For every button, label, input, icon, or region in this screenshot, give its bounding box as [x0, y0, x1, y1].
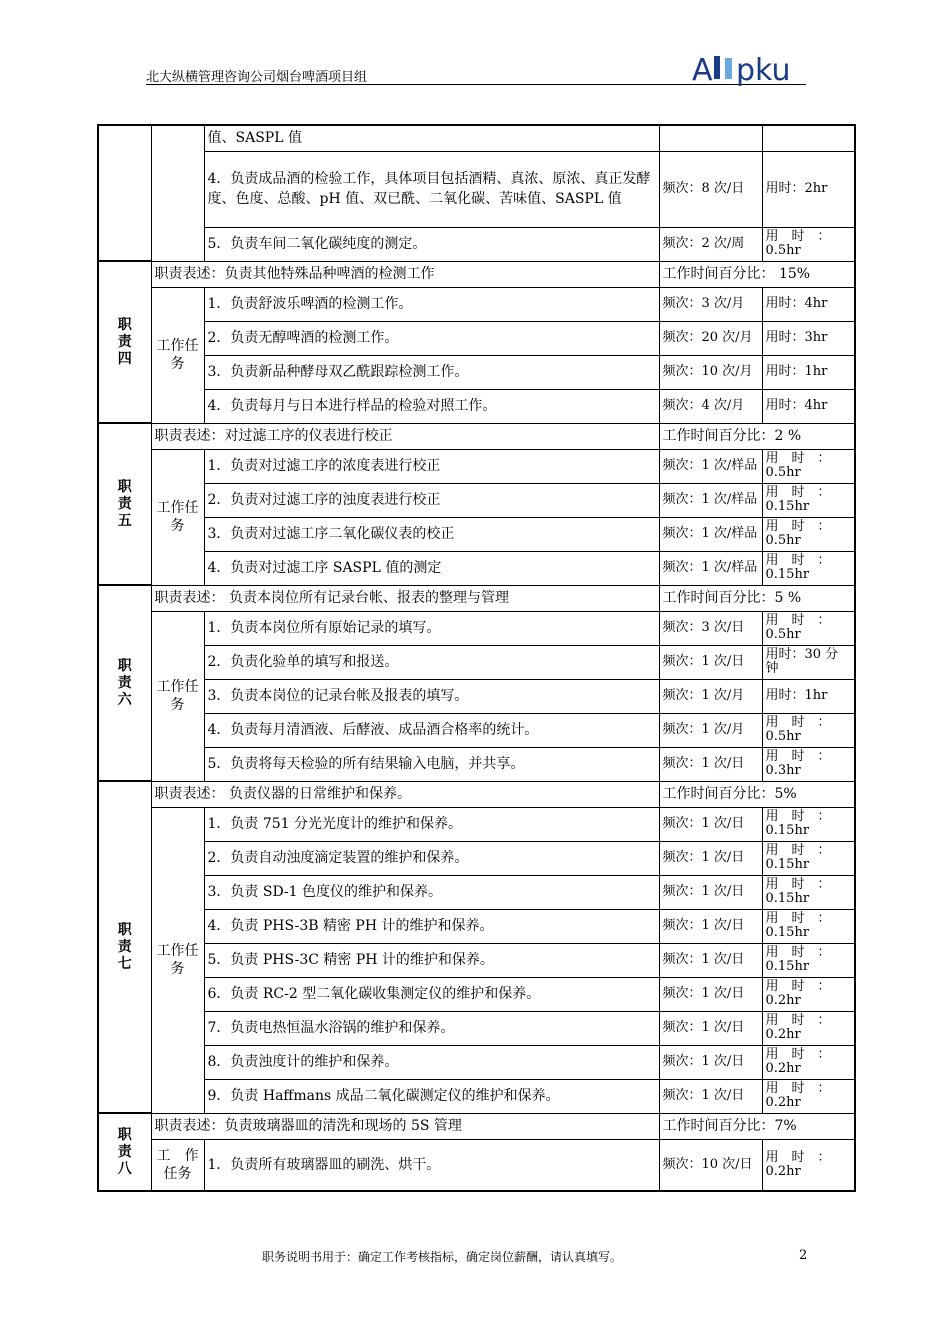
freq-cell: 频次：10 次/日	[659, 1139, 762, 1191]
freq-cell: 频次：3 次/日	[659, 611, 762, 645]
table-row	[98, 449, 855, 483]
table-row	[98, 517, 855, 551]
table-row	[98, 151, 855, 227]
freq-cell: 频次：1 次/月	[659, 679, 762, 713]
time-cell: 用 时 ：0.15hr	[762, 841, 855, 875]
duty-description: 职责表述： 负责本岗位所有记录台帐、报表的整理与管理	[151, 585, 659, 611]
time-cell: 用时：2hr	[762, 151, 855, 227]
duty-label: 职 责 五	[98, 423, 151, 585]
duty-description: 职责表述：对过滤工序的仪表进行校正	[151, 423, 659, 449]
table-row	[98, 747, 855, 781]
task-cell: 8．负责浊度计的维护和保养。	[204, 1045, 659, 1079]
table-row	[98, 909, 855, 943]
time-cell: 用时：3hr	[762, 321, 855, 355]
task-cell: 5．负责将每天检验的所有结果输入电脑，并共享。	[204, 747, 659, 781]
task-cell: 1．负责所有玻璃器皿的刷洗、烘干。	[204, 1139, 659, 1191]
time-cell: 用 时 ：0.5hr	[762, 449, 855, 483]
freq-cell: 频次：1 次/样品	[659, 449, 762, 483]
work-task-label: 工 作任务	[151, 1139, 204, 1191]
work-task-label: 工作任务	[151, 449, 204, 585]
duty-label: 职 责 八	[98, 1113, 151, 1191]
task-cell: 2．负责自动浊度滴定装置的维护和保养。	[204, 841, 659, 875]
time-cell: 用 时 ：0.2hr	[762, 1011, 855, 1045]
task-cell: 4．负责每月与日本进行样品的检验对照工作。	[204, 389, 659, 423]
time-cell: 用 时 ：0.5hr	[762, 713, 855, 747]
time-cell: 用 时 ：0.2hr	[762, 1139, 855, 1191]
duty-desc-row	[98, 423, 855, 449]
table-row	[98, 389, 855, 423]
duty-description: 职责表述：负责其他特殊品种啤酒的检测工作	[151, 261, 659, 287]
table-row	[98, 713, 855, 747]
duty-time-percent: 工作时间百分比：2 %	[659, 423, 855, 449]
time-cell	[762, 125, 855, 151]
freq-cell: 频次：1 次/样品	[659, 483, 762, 517]
freq-cell: 频次：10 次/月	[659, 355, 762, 389]
task-cell: 1．负责舒波乐啤酒的检测工作。	[204, 287, 659, 321]
task-cell: 1．负责 751 分光光度计的维护和保养。	[204, 807, 659, 841]
task-cell: 2．负责对过滤工序的浊度表进行校正	[204, 483, 659, 517]
duty-desc-row	[98, 1113, 855, 1139]
task-cell: 6．负责 RC-2 型二氧化碳收集测定仪的维护和保养。	[204, 977, 659, 1011]
duty-description: 职责表述：负责玻璃器皿的清洗和现场的 5S 管理	[151, 1113, 659, 1139]
freq-cell: 频次：1 次/日	[659, 747, 762, 781]
task-cell: 7．负责电热恒温水浴锅的维护和保养。	[204, 1011, 659, 1045]
page-number: 2	[799, 1248, 808, 1263]
task-cell: 1．负责对过滤工序的浓度表进行校正	[204, 449, 659, 483]
freq-cell: 频次：1 次/样品	[659, 517, 762, 551]
freq-cell: 频次：1 次/日	[659, 841, 762, 875]
table-row	[98, 807, 855, 841]
table-row	[98, 321, 855, 355]
table-row	[98, 841, 855, 875]
time-cell: 用时：4hr	[762, 287, 855, 321]
table-row	[98, 287, 855, 321]
table-row	[98, 645, 855, 679]
work-task-label: 工作任务	[151, 287, 204, 423]
table-row	[98, 227, 855, 261]
table-row	[98, 1079, 855, 1113]
table-row	[98, 1139, 855, 1191]
time-cell: 用 时 ：0.15hr	[762, 807, 855, 841]
duty-time-percent: 工作时间百分比：5%	[659, 781, 855, 807]
duty-label: 职 责 四	[98, 261, 151, 423]
freq-cell: 频次：1 次/日	[659, 807, 762, 841]
task-cell: 值、SASPL 值	[204, 125, 659, 151]
freq-cell: 频次：1 次/日	[659, 977, 762, 1011]
time-cell: 用时：1hr	[762, 679, 855, 713]
task-cell: 4．负责成品酒的检验工作，具体项目包括酒精、真浓、原浓、真正发酵度、色度、总酸、pH 值、双已酰、二氧化碳、苦味值、SASPL 值	[204, 151, 659, 227]
footer-note: 职务说明书用于：确定工作考核指标，确定岗位薪酬，请认真填写。	[262, 1250, 623, 1264]
header-org: 北大纵横管理咨询公司烟台啤酒项目组	[146, 70, 368, 85]
freq-cell: 频次：1 次/日	[659, 909, 762, 943]
time-cell: 用 时 ：0.2hr	[762, 1045, 855, 1079]
time-cell: 用 时 ：0.15hr	[762, 551, 855, 585]
logo-tail: pku	[736, 53, 791, 86]
duty-time-percent: 工作时间百分比：5 %	[659, 585, 855, 611]
duty-desc-row	[98, 261, 855, 287]
task-cell: 2．负责化验单的填写和报送。	[204, 645, 659, 679]
task-cell: 3．负责对过滤工序二氧化碳仪表的校正	[204, 517, 659, 551]
task-cell: 4．负责 PHS-3B 精密 PH 计的维护和保养。	[204, 909, 659, 943]
sub-label-cell	[151, 125, 204, 261]
freq-cell: 频次：3 次/月	[659, 287, 762, 321]
task-cell: 1．负责本岗位所有原始记录的填写。	[204, 611, 659, 645]
task-cell: 2．负责无醇啤酒的检测工作。	[204, 321, 659, 355]
duty-description: 职责表述： 负责仪器的日常维护和保养。	[151, 781, 659, 807]
freq-cell: 频次：4 次/月	[659, 389, 762, 423]
time-cell: 用 时 ：0.5hr	[762, 611, 855, 645]
duty-desc-row	[98, 781, 855, 807]
freq-cell: 频次：8 次/日	[659, 151, 762, 227]
freq-cell: 频次：1 次/月	[659, 713, 762, 747]
duty-label: 职 责 七	[98, 781, 151, 1113]
duty-time-percent: 工作时间百分比：7%	[659, 1113, 855, 1139]
work-task-label: 工作任务	[151, 611, 204, 781]
task-cell: 3．负责 SD-1 色度仪的维护和保养。	[204, 875, 659, 909]
time-cell: 用 时 ：0.5hr	[762, 517, 855, 551]
logo-bar-2	[725, 58, 732, 79]
table-row	[98, 355, 855, 389]
freq-cell: 频次：2 次/周	[659, 227, 762, 261]
time-cell: 用时：30 分钟	[762, 645, 855, 679]
freq-cell: 频次：1 次/日	[659, 875, 762, 909]
table-row	[98, 611, 855, 645]
table-row	[98, 943, 855, 977]
table-row	[98, 679, 855, 713]
freq-cell: 频次：1 次/日	[659, 943, 762, 977]
table-row	[98, 125, 855, 151]
allpku-logo	[692, 52, 808, 86]
task-cell: 3．负责本岗位的记录台帐及报表的填写。	[204, 679, 659, 713]
duty-label-cell	[98, 125, 151, 261]
time-cell: 用 时 ：0.15hr	[762, 483, 855, 517]
time-cell: 用 时 ：0.15hr	[762, 943, 855, 977]
table-row	[98, 875, 855, 909]
table-row	[98, 977, 855, 1011]
freq-cell: 频次：1 次/日	[659, 645, 762, 679]
time-cell: 用时：1hr	[762, 355, 855, 389]
time-cell: 用 时 ：0.5hr	[762, 227, 855, 261]
table-row	[98, 551, 855, 585]
table-row	[98, 483, 855, 517]
freq-cell: 频次：1 次/日	[659, 1045, 762, 1079]
logo-letter-a: A	[692, 53, 713, 86]
time-cell: 用 时 ：0.2hr	[762, 977, 855, 1011]
logo-bar-1	[714, 56, 720, 79]
task-cell: 4．负责每月清酒液、后酵液、成品酒合格率的统计。	[204, 713, 659, 747]
work-task-label: 工作任务	[151, 807, 204, 1113]
time-cell: 用 时 ：0.3hr	[762, 747, 855, 781]
freq-cell: 频次：1 次/日	[659, 1011, 762, 1045]
task-cell: 4．负责对过滤工序 SASPL 值的测定	[204, 551, 659, 585]
task-cell: 5．负责车间二氧化碳纯度的测定。	[204, 227, 659, 261]
time-cell: 用 时 ：0.2hr	[762, 1079, 855, 1113]
duty-label: 职 责 六	[98, 585, 151, 781]
time-cell: 用时：4hr	[762, 389, 855, 423]
table-row	[98, 1011, 855, 1045]
table-row	[98, 1045, 855, 1079]
freq-cell: 频次：1 次/样品	[659, 551, 762, 585]
freq-cell	[659, 125, 762, 151]
duty-time-percent: 工作时间百分比： 15%	[659, 261, 855, 287]
time-cell: 用 时 ：0.15hr	[762, 875, 855, 909]
duty-table	[97, 124, 856, 1192]
task-cell: 9．负责 Haffmans 成品二氧化碳测定仪的维护和保养。	[204, 1079, 659, 1113]
freq-cell: 频次：1 次/日	[659, 1079, 762, 1113]
task-cell: 3．负责新品种酵母双乙酰跟踪检测工作。	[204, 355, 659, 389]
duty-desc-row	[98, 585, 855, 611]
freq-cell: 频次：20 次/月	[659, 321, 762, 355]
time-cell: 用 时 ：0.15hr	[762, 909, 855, 943]
task-cell: 5．负责 PHS-3C 精密 PH 计的维护和保养。	[204, 943, 659, 977]
